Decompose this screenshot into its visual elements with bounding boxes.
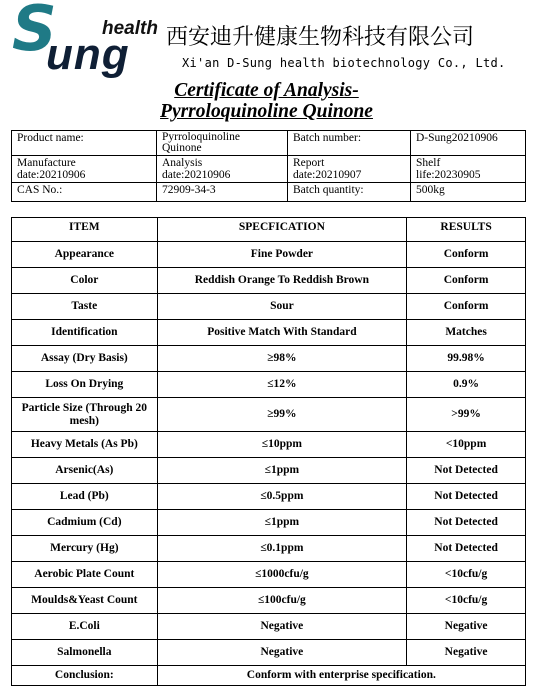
table-row [12, 398, 526, 432]
header-results: RESULTS [407, 218, 526, 242]
document-header [0, 0, 533, 78]
result-cell: Not Detected [407, 458, 526, 484]
batch-quantity-label: Batch quantity: [288, 183, 411, 202]
result-cell: Not Detected [407, 510, 526, 536]
spec-cell: ≤10ppm [157, 432, 407, 458]
item-cell: Moulds&Yeast Count [12, 588, 158, 614]
header-specification: SPECFICATION [157, 218, 407, 242]
product-name-label: Product name: [12, 131, 157, 156]
shelf-life [411, 156, 526, 183]
spec-cell: ≤12% [157, 372, 407, 398]
logo-letter-s: S [12, 0, 57, 65]
table-row [12, 372, 526, 398]
table-row [12, 614, 526, 640]
result-cell: <10cfu/g [407, 562, 526, 588]
spec-cell: ≤1000cfu/g [157, 562, 407, 588]
table-row [12, 242, 526, 268]
result-cell: Conform [407, 268, 526, 294]
result-cell: >99% [407, 398, 526, 432]
spec-cell: Sour [157, 294, 407, 320]
spec-cell: ≥98% [157, 346, 407, 372]
item-cell: Heavy Metals (As Pb) [12, 432, 158, 458]
result-cell: Not Detected [407, 484, 526, 510]
result-cell: <10ppm [407, 432, 526, 458]
table-row [12, 294, 526, 320]
info-row [12, 131, 526, 156]
product-name-value-line2: Quinone [162, 142, 202, 154]
header-item: ITEM [12, 218, 158, 242]
table-row [12, 640, 526, 666]
info-row [12, 156, 526, 183]
manufacture-value: date:20210906 [17, 169, 86, 181]
result-cell: 99.98% [407, 346, 526, 372]
conclusion-value: Conform with enterprise specification. [157, 666, 525, 686]
result-cell: 0.9% [407, 372, 526, 398]
spec-cell: Positive Match With Standard [157, 320, 407, 346]
specification-table [11, 217, 526, 686]
table-row [12, 562, 526, 588]
logo-health-text: health [102, 18, 158, 39]
item-cell: Arsenic(As) [12, 458, 158, 484]
item-cell: Particle Size (Through 20 mesh) [12, 398, 158, 432]
company-name-english: Xi'an D-Sung health biotechnology Co., Ltd. [182, 56, 506, 70]
result-cell: Negative [407, 640, 526, 666]
document-title-line1: Certificate of Analysis- [174, 80, 359, 101]
shelf-label: Shelf [416, 157, 441, 169]
spec-cell: Negative [157, 614, 407, 640]
table-row [12, 432, 526, 458]
result-cell: <10cfu/g [407, 588, 526, 614]
info-row [12, 183, 526, 202]
item-cell: Assay (Dry Basis) [12, 346, 158, 372]
table-row [12, 346, 526, 372]
report-label: Report [293, 157, 325, 169]
analysis-label: Analysis [162, 157, 203, 169]
table-row [12, 484, 526, 510]
table-row [12, 510, 526, 536]
manufacture-date [12, 156, 157, 183]
table-row [12, 458, 526, 484]
cas-label: CAS No.: [12, 183, 157, 202]
manufacture-label: Manufacture [17, 157, 76, 169]
report-value: date:20210907 [293, 169, 362, 181]
conclusion-row [12, 666, 526, 686]
spec-cell: Fine Powder [157, 242, 407, 268]
spec-cell: Negative [157, 640, 407, 666]
table-row [12, 536, 526, 562]
item-cell: Taste [12, 294, 158, 320]
item-cell: Appearance [12, 242, 158, 268]
table-row [12, 268, 526, 294]
product-name-value [157, 131, 288, 156]
result-cell: Conform [407, 242, 526, 268]
company-logo [6, 2, 166, 78]
item-cell: Cadmium (Cd) [12, 510, 158, 536]
spec-cell: Reddish Orange To Reddish Brown [157, 268, 407, 294]
batch-number-value: D-Sung20210906 [411, 131, 526, 156]
item-cell: Mercury (Hg) [12, 536, 158, 562]
result-cell: Conform [407, 294, 526, 320]
spec-cell: ≤100cfu/g [157, 588, 407, 614]
spec-cell: ≥99% [157, 398, 407, 432]
spec-cell: ≤1ppm [157, 510, 407, 536]
shelf-value: life:20230905 [416, 169, 481, 181]
analysis-date [157, 156, 288, 183]
table-header-row [12, 218, 526, 242]
spec-cell: ≤0.5ppm [157, 484, 407, 510]
result-cell: Negative [407, 614, 526, 640]
spec-cell: ≤0.1ppm [157, 536, 407, 562]
analysis-value: date:20210906 [162, 169, 231, 181]
product-info-table [11, 130, 526, 202]
logo-ung-text: ung [46, 30, 130, 79]
document-title-line2: Pyrroloquinoline Quinone [160, 101, 373, 122]
spec-cell: ≤1ppm [157, 458, 407, 484]
item-cell: Identification [12, 320, 158, 346]
table-row [12, 588, 526, 614]
item-cell: Loss On Drying [12, 372, 158, 398]
batch-number-label: Batch number: [288, 131, 411, 156]
product-name-value-line1: Pyrroloquinoline [162, 131, 240, 143]
item-cell: Salmonella [12, 640, 158, 666]
result-cell: Matches [407, 320, 526, 346]
item-cell: Color [12, 268, 158, 294]
result-cell: Not Detected [407, 536, 526, 562]
cas-value: 72909-34-3 [157, 183, 288, 202]
company-name-chinese: 西安迪升健康生物科技有限公司 [166, 25, 475, 50]
item-cell: E.Coli [12, 614, 158, 640]
item-cell: Aerobic Plate Count [12, 562, 158, 588]
table-row [12, 320, 526, 346]
conclusion-label: Conclusion: [12, 666, 158, 686]
report-date [288, 156, 411, 183]
batch-quantity-value: 500kg [411, 183, 526, 202]
item-cell: Lead (Pb) [12, 484, 158, 510]
